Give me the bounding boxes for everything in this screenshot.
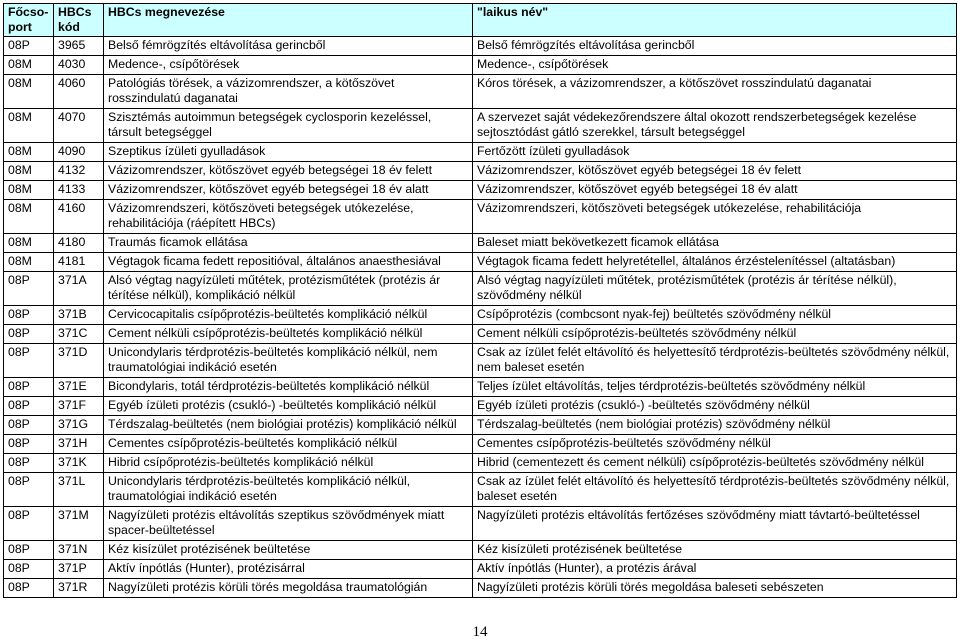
cell-name: Aktív ínpótlás (Hunter), protézisárral [104,560,473,579]
cell-code: 371G [54,416,104,435]
cell-code: 371E [54,378,104,397]
table-row [4,162,957,181]
cell-lay-name: Kóros törések, a vázizomrendszer, a kötőszövet rosszindulatú daganatai [473,75,957,109]
cell-code: 371P [54,560,104,579]
cell-lay-name: Csípőprotézis (combcsont nyak-fej) beültetés szövődmény nélkül [473,306,957,325]
table-row [4,397,957,416]
cell-lay-name: Nagyízületi protézis körüli törés megoldása baleseti sebészeten [473,579,957,598]
table-row [4,37,957,56]
cell-lay-name: Egyéb ízületi protézis (csukló-) -beültetés szövődmény nélkül [473,397,957,416]
table-row [4,234,957,253]
table-row [4,579,957,598]
cell-group: 08M [4,56,54,75]
cell-name: Kéz kisízület protézisének beültetése [104,541,473,560]
cell-group: 08M [4,143,54,162]
cell-code: 371C [54,325,104,344]
cell-lay-name: Alsó végtag nagyízületi műtétek, protézisműtétek (protézis ár térítése nélkül), szövődmény nélkül [473,272,957,306]
cell-code: 3965 [54,37,104,56]
table-row [4,109,957,143]
cell-code: 371D [54,344,104,378]
cell-name: Nagyízületi protézis körüli törés megoldása traumatológián [104,579,473,598]
table-row [4,507,957,541]
cell-name: Vázizomrendszer, kötőszövet egyéb betegségei 18 év felett [104,162,473,181]
header-code: HBCs kód [54,4,104,37]
cell-group: 08P [4,541,54,560]
cell-name: Unicondylaris térdprotézis-beültetés komplikáció nélkül, traumatológiai indikáció esetén [104,473,473,507]
cell-lay-name: Hibrid (cementezett és cement nélküli) csípőprotézis-beültetés szövődmény nélkül [473,454,957,473]
cell-code: 4090 [54,143,104,162]
table-row [4,541,957,560]
cell-lay-name: Térdszalag-beültetés (nem biológiai protézis) szövődmény nélkül [473,416,957,435]
table-row [4,378,957,397]
cell-lay-name: Medence-, csípőtörések [473,56,957,75]
cell-code: 371H [54,435,104,454]
header-group: Főcso-port [4,4,54,37]
cell-name: Nagyízületi protézis eltávolítás szeptikus szövődmények miatt spacer-beültetéssel [104,507,473,541]
table-row [4,560,957,579]
table-row [4,181,957,200]
cell-group: 08M [4,75,54,109]
table-row [4,473,957,507]
cell-group: 08P [4,378,54,397]
cell-code: 371R [54,579,104,598]
cell-group: 08P [4,272,54,306]
cell-name: Térdszalag-beültetés (nem biológiai protézis) komplikáció nélkül [104,416,473,435]
cell-code: 4070 [54,109,104,143]
table-row [4,75,957,109]
cell-name: Cement nélküli csípőprotézis-beültetés komplikáció nélkül [104,325,473,344]
cell-group: 08P [4,344,54,378]
cell-code: 4181 [54,253,104,272]
cell-group: 08P [4,454,54,473]
cell-group: 08P [4,306,54,325]
cell-name: Szisztémás autoimmun betegségek cyclosporin kezeléssel, társult betegséggel [104,109,473,143]
cell-lay-name: Csak az ízület felét eltávolító és helyettesítő térdprotézis-beültetés szövődmény nélkül, baleset esetén [473,473,957,507]
cell-lay-name: Aktív ínpótlás (Hunter), a protézis árával [473,560,957,579]
cell-group: 08P [4,435,54,454]
cell-lay-name: Végtagok ficama fedett helyretétellel, általános érzéstelenítéssel (altatásban) [473,253,957,272]
cell-name: Cementes csípőprotézis-beültetés komplikáció nélkül [104,435,473,454]
cell-group: 08M [4,109,54,143]
cell-group: 08P [4,560,54,579]
cell-code: 371A [54,272,104,306]
cell-lay-name: Kéz kisízületi protézisének beültetése [473,541,957,560]
cell-group: 08M [4,200,54,234]
cell-group: 08P [4,397,54,416]
header-lay-name: "laikus név" [473,4,957,37]
page-number: 14 [472,624,488,640]
table-row [4,454,957,473]
cell-name: Cervicocapitalis csípőprotézis-beültetés komplikáció nélkül [104,306,473,325]
cell-group: 08P [4,507,54,541]
cell-name: Egyéb ízületi protézis (csukló-) -beültetés komplikáció nélkül [104,397,473,416]
table-row [4,416,957,435]
table-row [4,325,957,344]
cell-lay-name: Teljes ízület eltávolítás, teljes térdprotézis-beültetés szövődmény nélkül [473,378,957,397]
cell-name: Alsó végtag nagyízületi műtétek, protézisműtétek (protézis ár térítése nélkül), komplikáció nélkül [104,272,473,306]
table-row [4,306,957,325]
cell-name: Belső fémrögzítés eltávolítása gerincből [104,37,473,56]
cell-lay-name: Nagyízületi protézis eltávolítás fertőzéses szövődmény miatt távtartó-beültetéssel [473,507,957,541]
table-row [4,272,957,306]
cell-code: 371F [54,397,104,416]
cell-code: 4030 [54,56,104,75]
cell-lay-name: Vázizomrendszeri, kötőszöveti betegségek utókezelése, rehabilitációja [473,200,957,234]
cell-group: 08M [4,181,54,200]
cell-group: 08P [4,416,54,435]
cell-code: 4180 [54,234,104,253]
cell-code: 371L [54,473,104,507]
cell-name: Szeptikus ízületi gyulladások [104,143,473,162]
cell-lay-name: Vázizomrendszer, kötőszövet egyéb betegségei 18 év alatt [473,181,957,200]
cell-code: 4060 [54,75,104,109]
cell-group: 08P [4,325,54,344]
hbcs-table [3,3,957,598]
cell-group: 08M [4,253,54,272]
cell-name: Vázizomrendszer, kötőszövet egyéb betegségei 18 év alatt [104,181,473,200]
cell-lay-name: Cementes csípőprotézis-beültetés szövődmény nélkül [473,435,957,454]
cell-name: Patológiás törések, a vázizomrendszer, a kötőszövet rosszindulatú daganatai [104,75,473,109]
table-body [4,37,957,598]
cell-lay-name: Fertőzött ízületi gyulladások [473,143,957,162]
cell-lay-name: Vázizomrendszer, kötőszövet egyéb betegségei 18 év felett [473,162,957,181]
cell-code: 4133 [54,181,104,200]
cell-lay-name: A szervezet saját védekezőrendszere által okozott rendszerbetegségek kezelése sejtosztódást gátló szerekkel, társult betegséggel [473,109,957,143]
cell-lay-name: Belső fémrögzítés eltávolítása gerincből [473,37,957,56]
table-row [4,143,957,162]
cell-name: Medence-, csípőtörések [104,56,473,75]
table-row [4,56,957,75]
cell-lay-name: Cement nélküli csípőprotézis-beültetés szövődmény nélkül [473,325,957,344]
cell-group: 08P [4,579,54,598]
table-row [4,435,957,454]
cell-code: 371N [54,541,104,560]
table-row [4,200,957,234]
cell-code: 4160 [54,200,104,234]
cell-name: Hibrid csípőprotézis-beültetés komplikáció nélkül [104,454,473,473]
cell-code: 371M [54,507,104,541]
table-header-row [4,4,957,37]
cell-name: Traumás ficamok ellátása [104,234,473,253]
cell-lay-name: Csak az ízület felét eltávolító és helyettesítő térdprotézis-beültetés szövődmény nélkül, nem baleset esetén [473,344,957,378]
cell-group: 08P [4,473,54,507]
cell-code: 4132 [54,162,104,181]
cell-group: 08P [4,37,54,56]
table-row [4,344,957,378]
cell-name: Végtagok ficama fedett repositióval, általános anaesthesiával [104,253,473,272]
cell-name: Vázizomrendszeri, kötőszöveti betegségek utókezelése, rehabilitációja (ráépített HBCs) [104,200,473,234]
table-row [4,253,957,272]
cell-name: Unicondylaris térdprotézis-beültetés komplikáció nélkül, nem traumatológiai indikáció esetén [104,344,473,378]
cell-group: 08M [4,162,54,181]
cell-name: Bicondylaris, totál térdprotézis-beültetés komplikáció nélkül [104,378,473,397]
cell-group: 08M [4,234,54,253]
cell-lay-name: Baleset miatt bekövetkezett ficamok ellátása [473,234,957,253]
cell-code: 371K [54,454,104,473]
cell-code: 371B [54,306,104,325]
header-name: HBCs megnevezése [104,4,473,37]
